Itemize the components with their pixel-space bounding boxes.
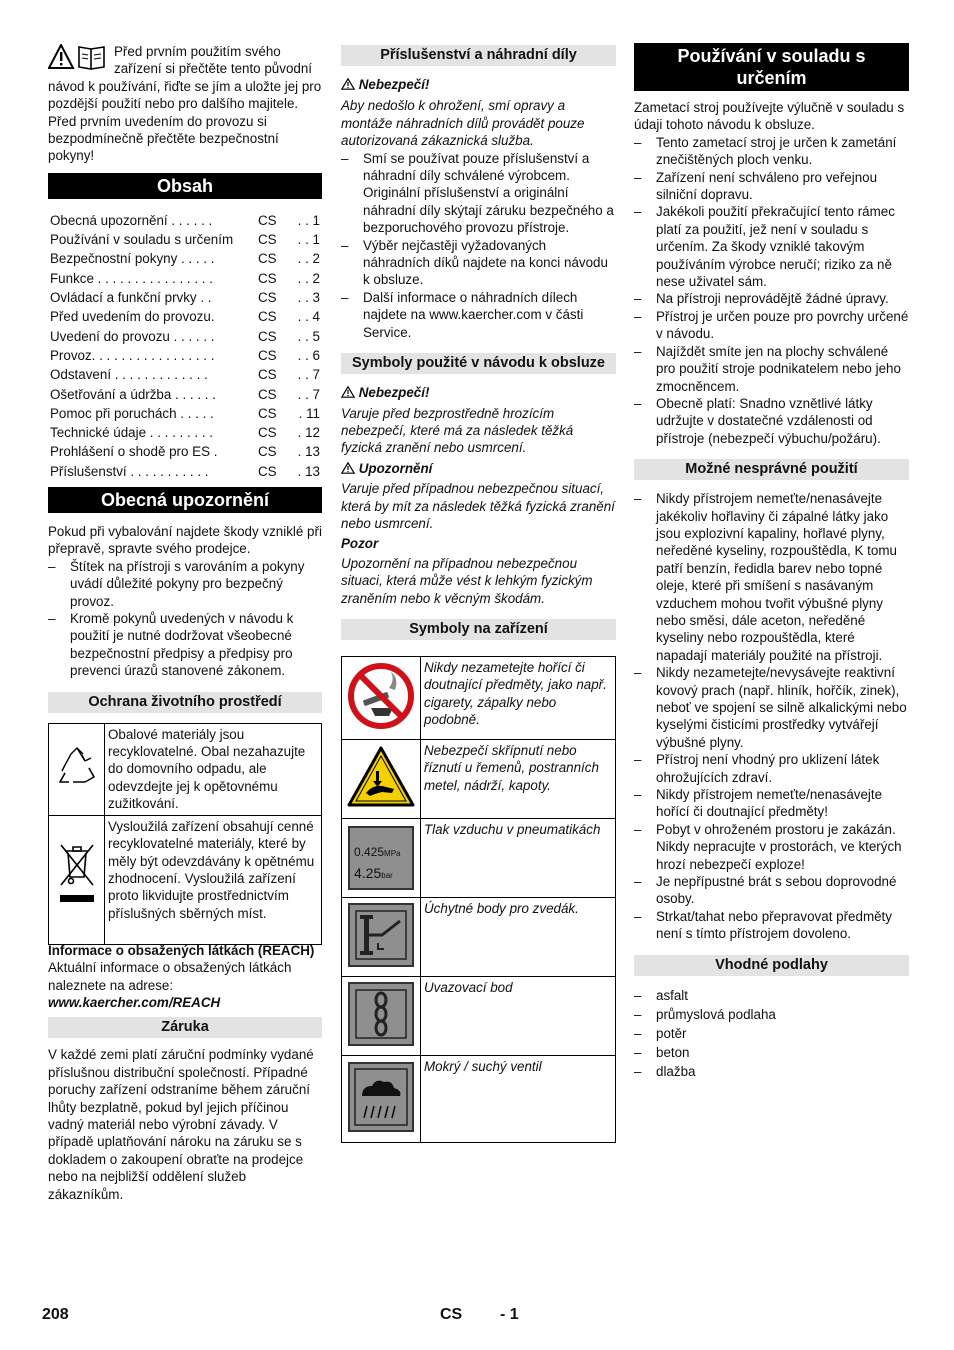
intended-use-text: Zametací stroj používejte výlučně v souladu s údaji tohoto návodu k obsluze. (634, 100, 905, 133)
toc-row[interactable] (48, 288, 322, 307)
list-item: – beton (634, 1043, 909, 1062)
toc-lang: CS (258, 405, 277, 421)
toc-lang: CS (258, 251, 277, 267)
table-row (342, 976, 616, 1055)
toc-title: Provoz. . . . . . . . . . . . . . . . . (50, 347, 215, 363)
intro-paragraph-2: Před prvním uvedením do provozu si bezpodmínečně přečtěte bezpečnostní pokyny! (48, 113, 279, 164)
wet-dry-valve-icon (342, 1055, 421, 1142)
intro-paragraph-1: Před prvním použitím svého zařízení si přečtěte tento původní návod k používání, řiďte se jím a uložte jej pro pozdější použití nebo pro dalšího majitele. (48, 44, 322, 112)
toc-page: . 12 (297, 425, 320, 441)
toc-lang: CS (258, 290, 277, 306)
toc-lang: CS (258, 386, 277, 402)
list-item: – Přístroj není vhodný pro uklizení látek ohrožujících zdraví. (634, 751, 909, 786)
toc-title: Před uvedením do provozu. (50, 309, 215, 325)
footer-subpage-label: - 1 (500, 1306, 519, 1323)
warranty-text: V každé zemi platí záruční podmínky vydané příslušnou distribuční společností. Případné poruchy zařízení odstraníme během záruční lhůty bezplatně, pokud byl jejich příčinou vadný materiál nebo výrobní závady. V případě uplatňování nároku na záruku se s dokladem o zakoupení obraťte na prodejce nebo na nejbližší oddělení služeb zákazníkům. (48, 1047, 314, 1202)
crossed-bin-icon (49, 815, 105, 944)
toc-title: Používání v souladu s určením (50, 232, 234, 248)
general-notes-text: Pokud při vybalování najdete škody vzniklé při přepravě, spravte svého prodejce. (48, 524, 322, 557)
caution-text: Varuje před případnou nebezpečnou situací, která by mít za následek těžká fyzická zranění nebo usmrcení. (341, 481, 615, 531)
list-item: – Najíždět smíte jen na plochy schválené pro použití stroje podnikatelem nebo jeho zmocněncem. (634, 343, 909, 395)
danger-heading (341, 384, 616, 401)
list-item: – Výběr nejčastěji vyžadovaných náhradních díků najdete na konci návodu k obsluze. (341, 237, 616, 289)
device-symbol-text: Nebezpečí skřípnutí nebo říznutí u řemenů, postranních metel, nádrží, kapoty. (421, 739, 616, 818)
toc-page: . . 1 (297, 232, 320, 248)
toc-lang: CS (258, 463, 277, 479)
table-of-contents (48, 211, 322, 481)
toc-row[interactable] (48, 211, 322, 230)
toc-page: . 11 (298, 405, 320, 421)
no-burning-objects-icon (342, 656, 421, 739)
toc-page: . 13 (297, 444, 320, 460)
toc-row[interactable] (48, 385, 322, 404)
table-row (342, 897, 616, 976)
list-item: – Nikdy přístrojem nemeťte/nenasávejte jakékoliv hořlaviny či zápalné látky jako jsou explozivní kapaliny, hořlavé plyny, neředěné kyseliny, rozpouštědla, K tomu patří benzín, ředidla barev nebo topné oleje, které při smíšení s nasávaným vzduchem mohou tvořit výbušné plyny nebo směsi, dále aceton, neředěné kyseliny nebo rozpouštědla, které napadají materiály použité na přístroji. (634, 490, 909, 664)
environment-heading: Ochrana životního prostředí (48, 692, 322, 713)
list-item: – Nikdy nezametejte/nevysávejte reaktivní kovový prach (např. hliník, hořčík, zinek), neboť ve spojení se silně alkalickými nebo kyselými čisticími prostředky vytvářejí výbušné plyny. (634, 664, 909, 751)
toc-heading: Obsah (48, 173, 322, 199)
intended-use-list (634, 134, 909, 447)
toc-row[interactable] (48, 462, 322, 481)
list-item: – Další informace o náhradních dílech najdete na www.kaercher.com v části Service. (341, 289, 616, 341)
general-notes-list (48, 558, 322, 680)
toc-lang: CS (258, 270, 277, 286)
table-row (342, 656, 616, 739)
intro-block (48, 43, 322, 165)
list-item: – asfalt (634, 986, 909, 1005)
toc-lang: CS (258, 444, 277, 460)
lifting-point-icon (342, 897, 421, 976)
table-row (49, 815, 322, 944)
gauge-bar-unit: bar (381, 870, 393, 880)
toc-row[interactable] (48, 346, 322, 365)
toc-title: Ovládací a funkční prvky . . (50, 290, 212, 306)
list-item: – Nikdy přístrojem nemeťte/nenasávejte hořící či doutnající předměty! (634, 786, 909, 821)
tire-pressure-icon (342, 818, 421, 897)
list-item: – dlažba (634, 1062, 909, 1081)
environment-packaging-text: Obalové materiály jsou recyklovatelné. Obal nezahazujte do domovního odpadu, ale odevzdejte jej k opětovnému zužitkování. (105, 723, 322, 815)
gauge-mpa-value: 0.425 (354, 844, 385, 859)
list-item: – Tento zametací stroj je určen k zametání znečištěných ploch venku. (634, 134, 909, 169)
environment-disposal-text: Vysloužilá zařízení obsahují cenné recyklovatelné materiály, které by měly být odevzdávány k opětnému zhodnocení. Vysloužilá zařízení proto likvidujte prostřednictvím příslušných sběrných míst. (105, 815, 322, 944)
list-item: – Jakékoli použití překračující tento rámec platí za použití, jež není v souladu s určením. Za škody vzniklé takovým používáním výrobce neručí; riziko za ně nese uživatel sám. (634, 203, 909, 290)
device-symbol-text: Úchytné body pro zvedák. (421, 897, 616, 976)
note-label: Pozor (341, 536, 379, 552)
tie-down-point-icon (342, 976, 421, 1055)
toc-lang: CS (258, 367, 277, 383)
toc-row[interactable] (48, 269, 322, 288)
misuse-list (634, 490, 909, 943)
footer-subpage (500, 1306, 519, 1323)
toc-page: . . 4 (297, 309, 320, 325)
device-symbols-heading: Symboly na zařízení (341, 619, 616, 640)
danger-label: Nebezpečí! (358, 385, 430, 401)
warning-icon (341, 461, 359, 476)
list-item: – Strkat/tahat nebo přepravovat předměty není s tímto přístrojem dovoleno. (634, 908, 909, 943)
recycle-icon (49, 723, 105, 815)
toc-row[interactable] (48, 249, 322, 268)
toc-page: . . 7 (297, 367, 320, 383)
toc-title: Bezpečnostní pokyny . . . . . (50, 251, 215, 267)
toc-lang: CS (258, 425, 277, 441)
warning-icon (341, 385, 359, 400)
environment-table (48, 723, 322, 945)
toc-row[interactable] (48, 442, 322, 461)
danger-text: Varuje před bezprostředně hrozícím nebezpečí, které má za následek těžká fyzická zranění nebo usmrcení. (341, 405, 574, 456)
warranty-heading: Záruka (48, 1017, 322, 1038)
toc-title: Ošetřování a údržba . . . . . . (50, 386, 216, 402)
column-middle (341, 43, 616, 1143)
list-item: – Zařízení není schváleno pro veřejnou silniční dopravu. (634, 169, 909, 204)
column-right (634, 43, 909, 1081)
toc-page: . . 6 (297, 347, 320, 363)
device-symbol-text: Nikdy nezametejte hořící či doutnající předměty, jako např. cigarety, zápalky nebo podobně. (421, 656, 616, 739)
list-item: – Kromě pokynů uvedených v návodu k použití je nutné dodržovat všeobecné bezpečnostní předpisy a předpisy pro prevenci úrazů stanovené zákonem. (48, 610, 322, 680)
toc-title: Prohlášení o shodě pro ES . (50, 444, 218, 460)
toc-lang: CS (258, 328, 277, 344)
toc-lang: CS (258, 309, 277, 325)
warning-icon (341, 77, 359, 92)
device-symbols-table (341, 656, 616, 1143)
general-notes-heading: Obecná upozornění (48, 487, 322, 513)
toc-row[interactable] (48, 327, 322, 346)
list-item: – Pobyt v ohroženém prostoru je zakázán. Nikdy nepracujte v prostorách, ve kterých hrozí nebezpečí exploze! (634, 821, 909, 873)
toc-title: Odstavení . . . . . . . . . . . . . (50, 367, 208, 383)
suitable-floors-list (634, 986, 909, 1081)
list-item: – průmyslová podlaha (634, 1005, 909, 1024)
toc-title: Příslušenství . . . . . . . . . . . (50, 463, 209, 479)
column-left (48, 43, 322, 1203)
accessories-heading: Příslušenství a náhradní díly (341, 45, 616, 66)
gauge-mpa-unit: MPa (384, 848, 401, 858)
toc-title: Obecná upozornění . . . . . . (50, 212, 213, 228)
warning-manual-icon (48, 43, 110, 74)
toc-lang: CS (258, 347, 277, 363)
toc-row[interactable] (48, 230, 322, 249)
device-symbol-text: Mokrý / suchý ventil (421, 1055, 616, 1142)
suitable-floors-heading: Vhodné podlahy (634, 955, 909, 976)
device-symbol-text: Tlak vzduchu v pneumatikách (421, 818, 616, 897)
toc-lang: CS (258, 232, 277, 248)
toc-lang: CS (258, 212, 277, 228)
toc-page: . . 7 (297, 386, 320, 402)
accessories-list (341, 150, 616, 341)
toc-page: . . 1 (297, 212, 320, 228)
reach-heading: Informace o obsažených látkách (REACH) (48, 942, 315, 958)
toc-title: Uvedení do provozu . . . . . . (50, 328, 215, 344)
list-item: – Štítek na přístroji s varováním a pokyny uvádí důležité pokyny pro bezpečný provoz. (48, 558, 322, 610)
toc-title: Funkce . . . . . . . . . . . . . . . . (50, 270, 213, 286)
list-item: – Obecně platí: Snadno vznětlivé látky udržujte v dostatečné vzdálenosti od přístroje (nebezpečí výbuchu/požáru). (634, 395, 909, 447)
toc-row[interactable] (48, 423, 322, 442)
misuse-heading: Možné nesprávné použití (634, 459, 909, 480)
table-row (342, 818, 616, 897)
accessories-danger-text: Aby nedošlo k ohrožení, smí opravy a montáže náhradních dílů provádět pouze autorizovaná zákaznická služba. (341, 98, 585, 149)
toc-row[interactable] (48, 404, 322, 423)
caution-label: Upozornění (358, 460, 433, 476)
crush-hazard-icon (342, 739, 421, 818)
list-item: – Přístroj je určen pouze pro povrchy určené v návodu. (634, 308, 909, 343)
danger-label: Nebezpečí! (358, 77, 430, 92)
footer-language: CS (440, 1306, 463, 1323)
reach-link[interactable]: www.kaercher.com/REACH (48, 994, 221, 1010)
table-row (342, 1055, 616, 1142)
manual-symbols-heading: Symboly použité v návodu k obsluze (341, 353, 616, 374)
accessories-danger-label (341, 76, 616, 93)
gauge-bar-value: 4.25 (354, 864, 382, 881)
toc-row[interactable] (48, 307, 322, 326)
toc-page: . . 3 (297, 290, 320, 306)
toc-title: Technické údaje . . . . . . . . . (50, 425, 213, 441)
list-item: – potěr (634, 1024, 909, 1043)
reach-text: Aktuální informace o obsažených látkách naleznete na adrese: (48, 960, 292, 993)
toc-row[interactable] (48, 365, 322, 384)
toc-page: . . 2 (297, 251, 320, 267)
list-item: – Je nepřípustné brát s sebou doprovodné osoby. (634, 873, 909, 908)
list-item: – Smí se používat pouze příslušenství a náhradní díly schválené výrobcem. Originální příslušenství a originální náhradní díly skýtají záruku bezpečného a bezporuchového provozu přístroje. (341, 150, 616, 237)
note-text: Upozornění na případnou nebezpečnou situaci, která může vést k lehkým fyzickým zraněním nebo k věcným škodám. (341, 555, 593, 606)
device-symbol-text: Uvazovací bod (421, 976, 616, 1055)
toc-page: . 13 (297, 463, 320, 479)
list-item: – Na přístroji neprovádějtě žádné úpravy. (634, 290, 909, 307)
toc-page: . . 5 (297, 328, 320, 344)
page-number: 208 (42, 1306, 69, 1323)
toc-page: . . 2 (297, 270, 320, 286)
table-row (342, 739, 616, 818)
table-row (49, 723, 322, 815)
intended-use-heading: Používání v souladu s určením (634, 43, 909, 91)
caution-heading (341, 460, 616, 477)
toc-title: Pomoc při poruchách . . . . . (50, 405, 214, 421)
